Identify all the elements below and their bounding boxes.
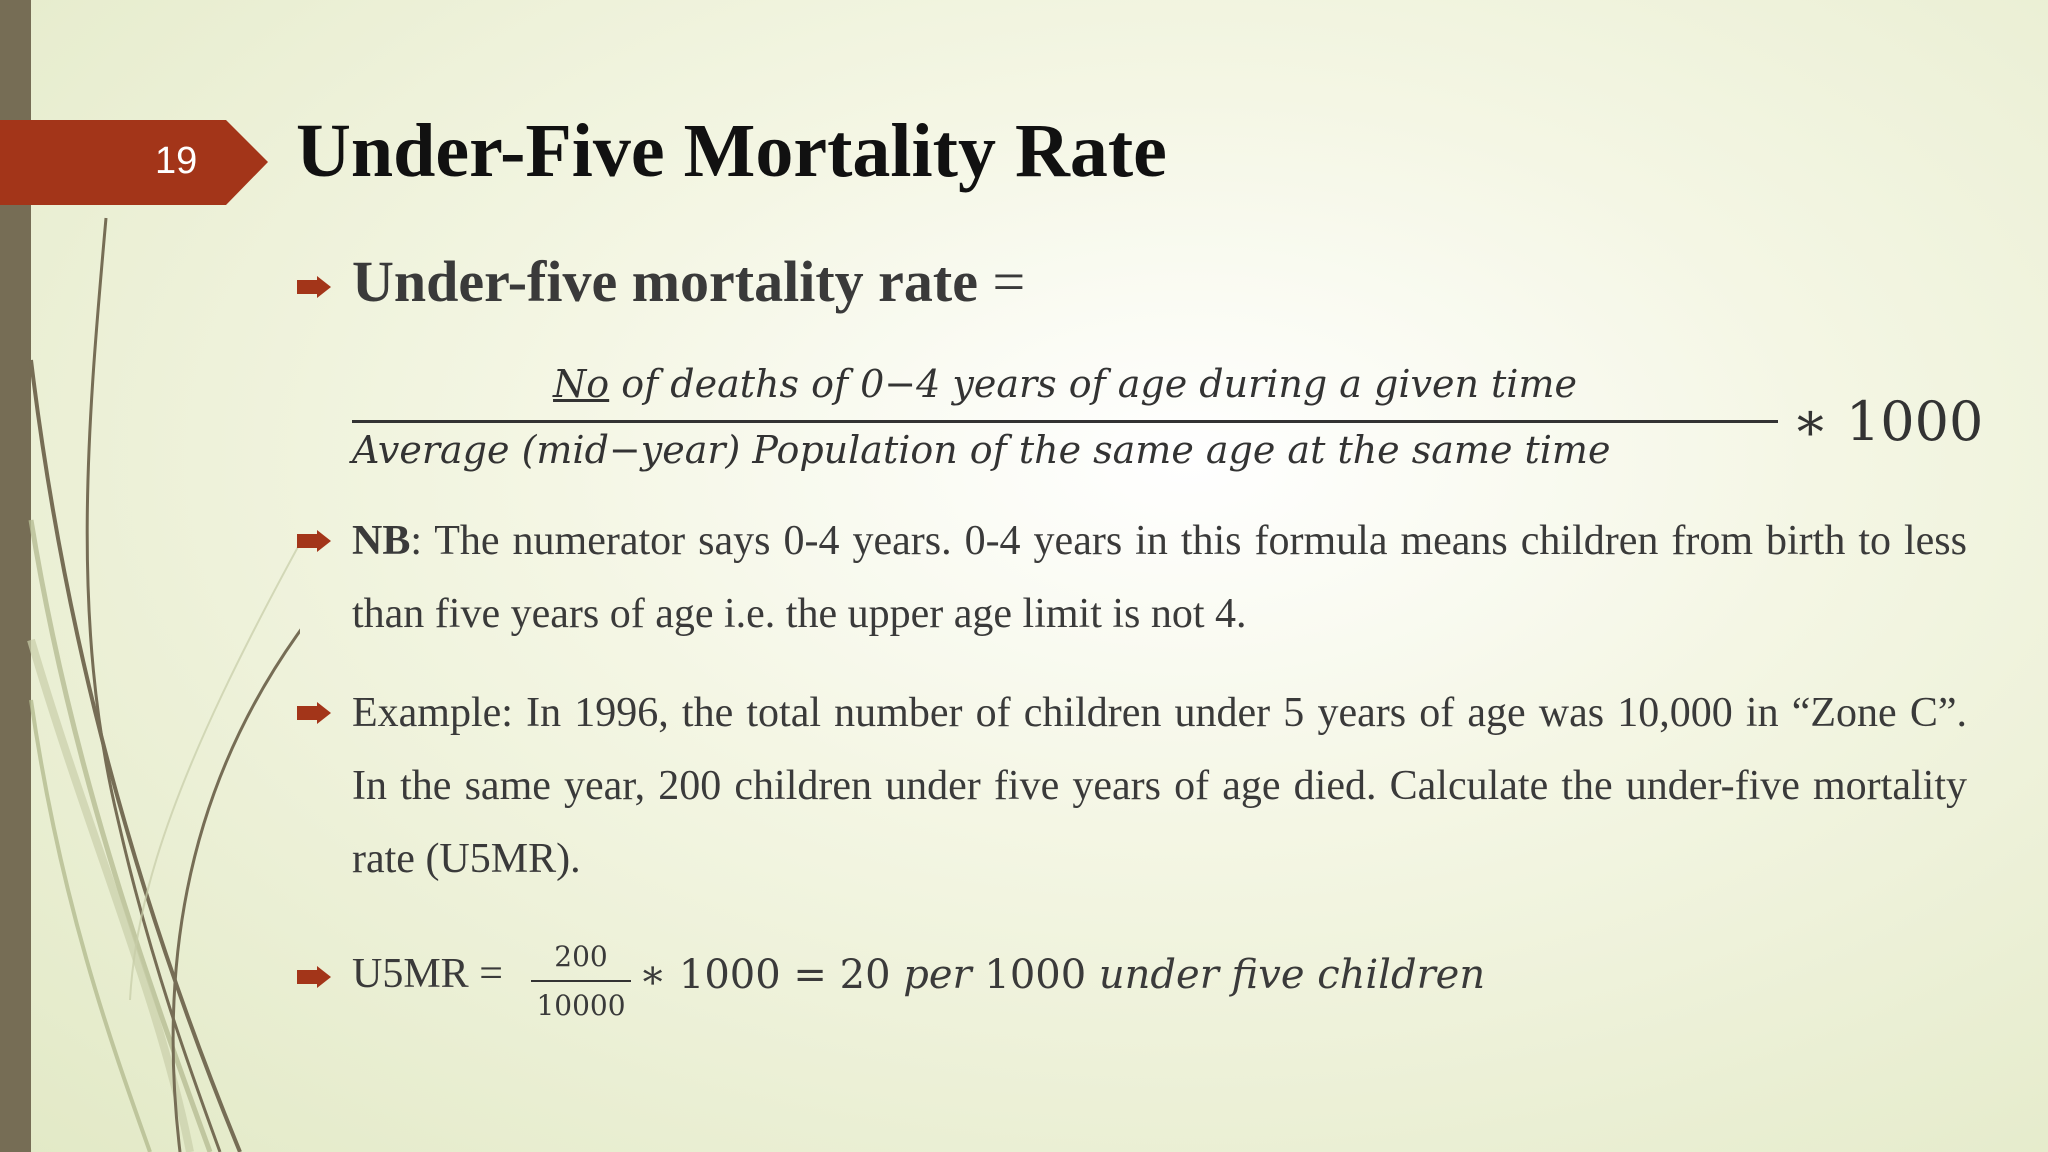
- u5mr-result-base: 1000: [971, 952, 1099, 998]
- u5mr-fraction-bar: [531, 980, 631, 982]
- slide-title: Under-Five Mortality Rate: [296, 109, 1167, 193]
- formula-numerator-prefix: No: [553, 362, 610, 406]
- formula-denominator: Average (mid−year) Population of the same age at the same time: [352, 428, 1611, 472]
- slide-number-badge: [0, 120, 268, 205]
- definition-equals: =: [977, 249, 1026, 314]
- u5mr-formula: [352, 360, 1984, 480]
- formula-multiplier: ∗ 1000: [1792, 390, 1984, 453]
- u5mr-denominator: 10000: [536, 989, 626, 1022]
- u5mr-result-value: ∗ 1000 = 20: [639, 952, 904, 998]
- definition-text: [352, 248, 1025, 315]
- definition-label: Under-five mortality rate: [352, 249, 978, 314]
- formula-numerator-text: of deaths of 0−4 years of age during a given time: [621, 362, 1577, 406]
- u5mr-result-per: per: [903, 952, 972, 998]
- u5mr-result: [639, 952, 1485, 998]
- u5mr-fraction: [531, 940, 631, 1030]
- slide-number-arrow-shape: [0, 120, 268, 205]
- formula-fraction-bar: [352, 420, 1778, 423]
- nb-paragraph: [352, 505, 1967, 651]
- slide-number: 19: [155, 140, 198, 182]
- nb-label: NB: [352, 518, 411, 564]
- bullet-arrow-icon: [297, 702, 331, 724]
- nb-text: : The numerator says 0-4 years. 0-4 years in this formula means children from birth to less than five years of age i.e. the upper age limit is not 4.: [352, 518, 1967, 637]
- bullet-arrow-icon: [297, 966, 331, 988]
- bullet-arrow-icon: [297, 530, 331, 552]
- u5mr-result-unit: under five children: [1098, 952, 1486, 998]
- example-paragraph: Example: In 1996, the total number of children under 5 years of age was 10,000 in “Zone C”. In the same year, 200 children under five years of age died. Calculate the under-five mortality rate (U5MR).: [352, 690, 1967, 882]
- formula-numerator: [352, 362, 1778, 406]
- u5mr-label: U5MR =: [352, 951, 503, 997]
- bullet-arrow-icon: [297, 276, 331, 298]
- u5mr-numerator: 200: [554, 940, 608, 973]
